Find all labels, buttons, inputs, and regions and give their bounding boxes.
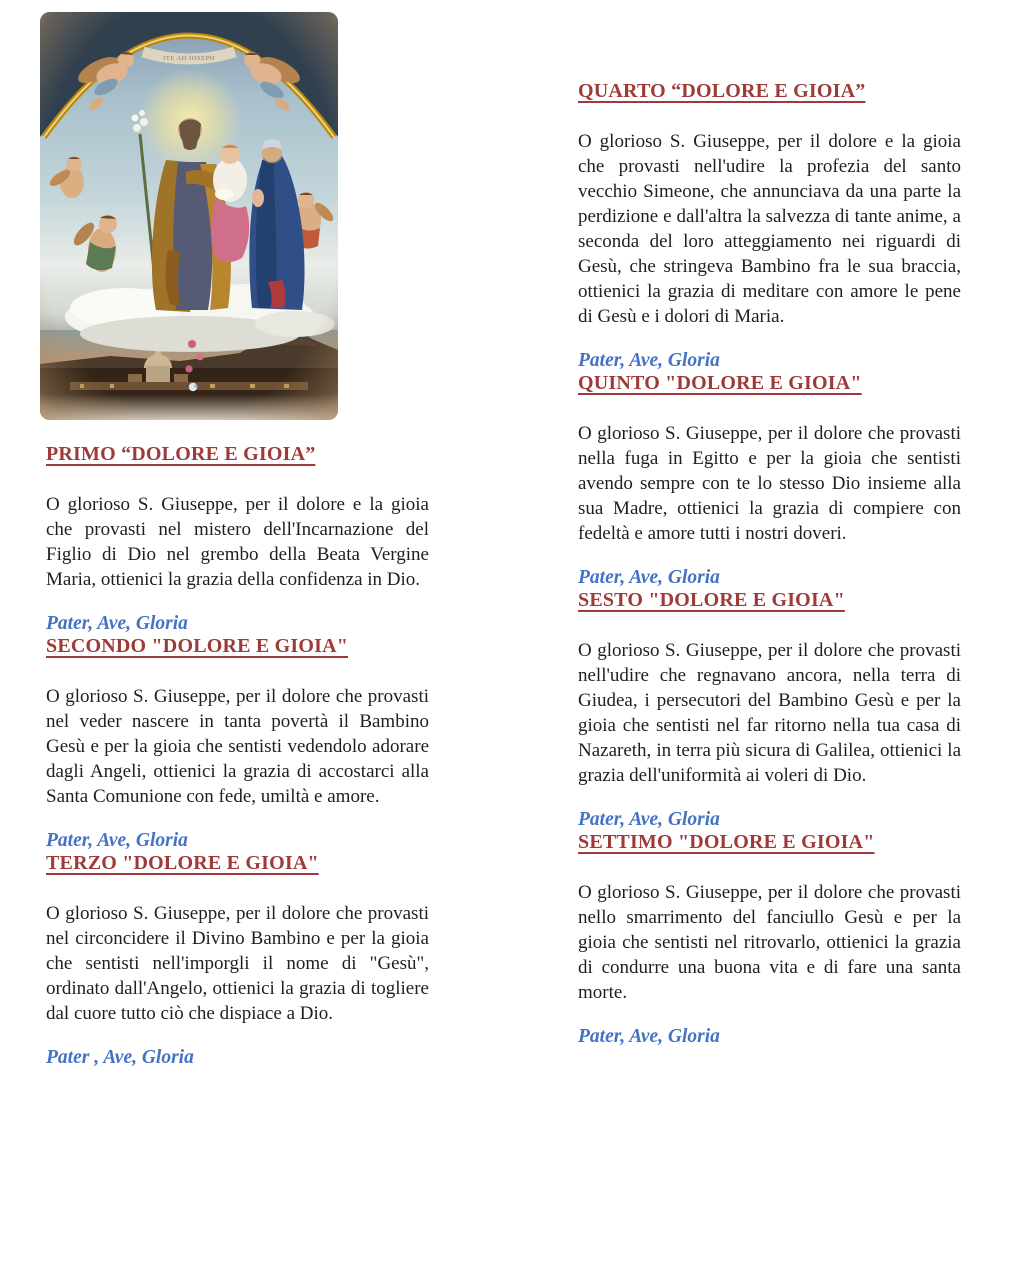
- section-quinto-title: QUINTO "DOLORE E GIOIA": [578, 372, 862, 394]
- section-sesto: [578, 589, 961, 831]
- vignette: [40, 12, 338, 420]
- holy-family-painting: [40, 12, 338, 420]
- section-quarto-title: QUARTO “DOLORE E GIOIA”: [578, 80, 866, 102]
- right-column: [578, 80, 961, 1048]
- section-quinto-prayer: Pater, Ave, Gloria: [578, 567, 720, 588]
- section-quinto-body: O glorioso S. Giuseppe, per il dolore che provasti nella fuga in Egitto e per la gioia che sentisti avendo sempre con te lo stesso Dio insieme alla sua Madre, ottienici la grazia di compiere con fedeltà e amore tutti i nostri doveri.: [578, 423, 961, 544]
- section-sesto-title: SESTO "DOLORE E GIOIA": [578, 589, 845, 611]
- section-secondo: [46, 635, 429, 852]
- section-sesto-body: O glorioso S. Giuseppe, per il dolore che provasti nell'udire che regnavano ancora, nella terra di Giudea, i persecutori del Bambino Gesù e per la gioia che sentisti nel far ritorno nella tua casa di Nazareth, in terra più sicura di Galilea, ottienici la grazia dell'uniformità ai voleri di Dio.: [578, 640, 961, 786]
- section-terzo-body: O glorioso S. Giuseppe, per il dolore che provasti nel circoncidere il Divino Bambino e per la gioia che sentisti nell'imporgli il nome di "Gesù", ordinato dall'Angelo, ottienici la grazia di togliere dal cuore tutto ciò che dispiace a Dio.: [46, 903, 429, 1024]
- section-secondo-prayer: Pater, Ave, Gloria: [46, 830, 188, 851]
- section-primo-body: O glorioso S. Giuseppe, per il dolore e la gioia che provasti nel mistero dell'Incarnazione del Figlio di Dio nel grembo della Beata Vergine Maria, ottienici la grazia della confidenza in Dio.: [46, 494, 429, 590]
- section-secondo-body: O glorioso S. Giuseppe, per il dolore che provasti nel veder nascere in tanta povertà il Bambino Gesù e per la gioia che sentisti vedendolo adorare dagli Angeli, ottienici la grazia di accostarci alla Santa Comunione con fede, umiltà e amore.: [46, 686, 429, 807]
- section-settimo: [578, 831, 961, 1048]
- section-primo-prayer: Pater, Ave, Gloria: [46, 613, 188, 634]
- left-column: [46, 0, 429, 1069]
- section-sesto-prayer: Pater, Ave, Gloria: [578, 809, 720, 830]
- section-terzo-prayer: Pater , Ave, Gloria: [46, 1047, 194, 1068]
- section-terzo: [46, 852, 429, 1069]
- section-settimo-prayer: Pater, Ave, Gloria: [578, 1026, 720, 1047]
- section-quarto: [578, 80, 961, 372]
- section-terzo-title: TERZO "DOLORE E GIOIA": [46, 852, 319, 874]
- section-secondo-title: SECONDO "DOLORE E GIOIA": [46, 635, 349, 657]
- section-quarto-body: O glorioso S. Giuseppe, per il dolore e la gioia che provasti nell'udire la profezia del santo vecchio Simeone, che annunciava da una parte la perdizione e dall'altra la salvezza di tante anime, a seconda del loro atteggiamento nei riguardi di Gesù, che stringeva Bambino fra le sua braccia, ottienici la grazia di meditare con amore le pene di Gesù e i dolori di Maria.: [578, 131, 961, 327]
- section-primo-title: PRIMO “DOLORE E GIOIA”: [46, 443, 316, 465]
- section-primo: [46, 443, 429, 635]
- section-settimo-title: SETTIMO "DOLORE E GIOIA": [578, 831, 875, 853]
- section-quarto-prayer: Pater, Ave, Gloria: [578, 350, 720, 371]
- section-quinto: [578, 372, 961, 589]
- section-settimo-body: O glorioso S. Giuseppe, per il dolore che provasti nello smarrimento del fanciullo Gesù e per la gioia che sentisti nel ritrovarlo, ottienici la grazia di condurre una buona vita e di fare una santa morte.: [578, 882, 961, 1003]
